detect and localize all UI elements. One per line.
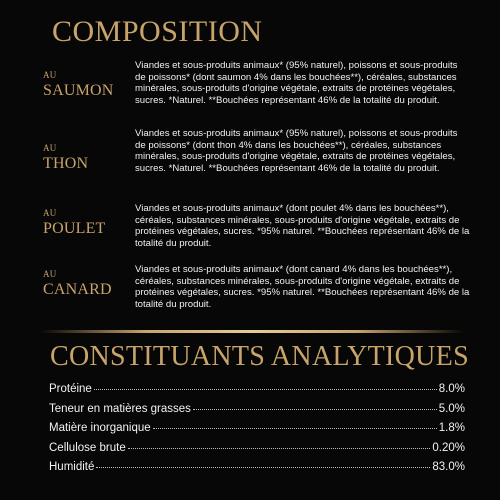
composition-text-thon: Viandes et sous-produits animaux* (95% naturel), poissons et sous-produits de poissons* (dont thon 4% dans les bouchées**), céréales, substances minérales, sous-produits d'origine végétale, extraits de protéines végétales, sucres. *Naturel. **Bouchées représentant 46% de la totalité du produit. — [135, 128, 458, 174]
composition-text-canard: Viandes et sous-produits animaux* (dont canard 4% dans les bouchées**), céréales, substances minérales, sous-produits d'origine végétale, extraits de protéines végétales, sucres. *95% naturel. **Bouchées représentant 46% de la totalité du produit. — [135, 264, 470, 310]
variety-prefix: AU — [43, 269, 57, 279]
variety-name: POULET — [43, 220, 106, 237]
analytics-row-matiere-inorganique — [49, 419, 465, 439]
analytics-row-proteine — [49, 380, 465, 400]
row-value: 5.0% — [438, 402, 465, 415]
row-value: 8.0% — [438, 383, 465, 395]
dot-leader — [193, 408, 437, 410]
variety-label-canard — [43, 269, 112, 299]
row-value: 1.8% — [438, 422, 465, 434]
analytics-row-cellulose — [49, 439, 465, 459]
dot-leader — [153, 427, 437, 429]
gold-divider — [40, 330, 464, 333]
dot-leader — [94, 388, 437, 390]
row-label: Cellulose brute — [49, 441, 126, 454]
variety-name: THON — [43, 155, 89, 172]
row-value: 83.0% — [432, 461, 465, 473]
variety-prefix: AU — [43, 208, 57, 218]
analytics-table — [49, 380, 465, 478]
analytics-row-matieres-grasses — [49, 400, 465, 420]
composition-text-saumon: Viandes et sous-produits animaux* (95% naturel), poissons et sous-produits de poissons* (dont saumon 4% dans les bouchées**), céréales, substances minérales, sous-produits d'origine végétale, extraits de protéines végétales, sucres. *Naturel. **Bouchées représentant 46% de la totalité du produit. — [135, 60, 458, 106]
variety-name: CANARD — [43, 281, 112, 298]
composition-title: COMPOSITION — [52, 15, 263, 48]
composition-text-poulet: Viandes et sous-produits animaux* (dont poulet 4% dans les bouchées**), céréales, substances minérales, sous-produits d'origine végétale, extraits de protéines végétales, sucres. *95% naturel. **Bouchées représentant 46% de la totalité du produit. — [135, 203, 470, 249]
analytics-row-humidite — [49, 458, 465, 478]
row-label: Humidité — [49, 461, 95, 473]
variety-name: SAUMON — [43, 82, 114, 99]
dot-leader — [96, 466, 430, 468]
variety-label-poulet — [43, 208, 106, 238]
variety-prefix: AU — [43, 70, 57, 80]
analytics-title: CONSTITUANTS ANALYTIQUES — [50, 341, 469, 372]
row-label: Teneur en matières grasses — [49, 402, 191, 415]
row-label: Protéine — [49, 383, 92, 395]
variety-label-saumon — [43, 70, 114, 100]
dot-leader — [128, 447, 431, 449]
variety-label-thon — [43, 143, 88, 173]
row-value: 0.20% — [432, 441, 465, 454]
row-label: Matière inorganique — [49, 422, 151, 434]
variety-prefix: AU — [43, 143, 57, 153]
